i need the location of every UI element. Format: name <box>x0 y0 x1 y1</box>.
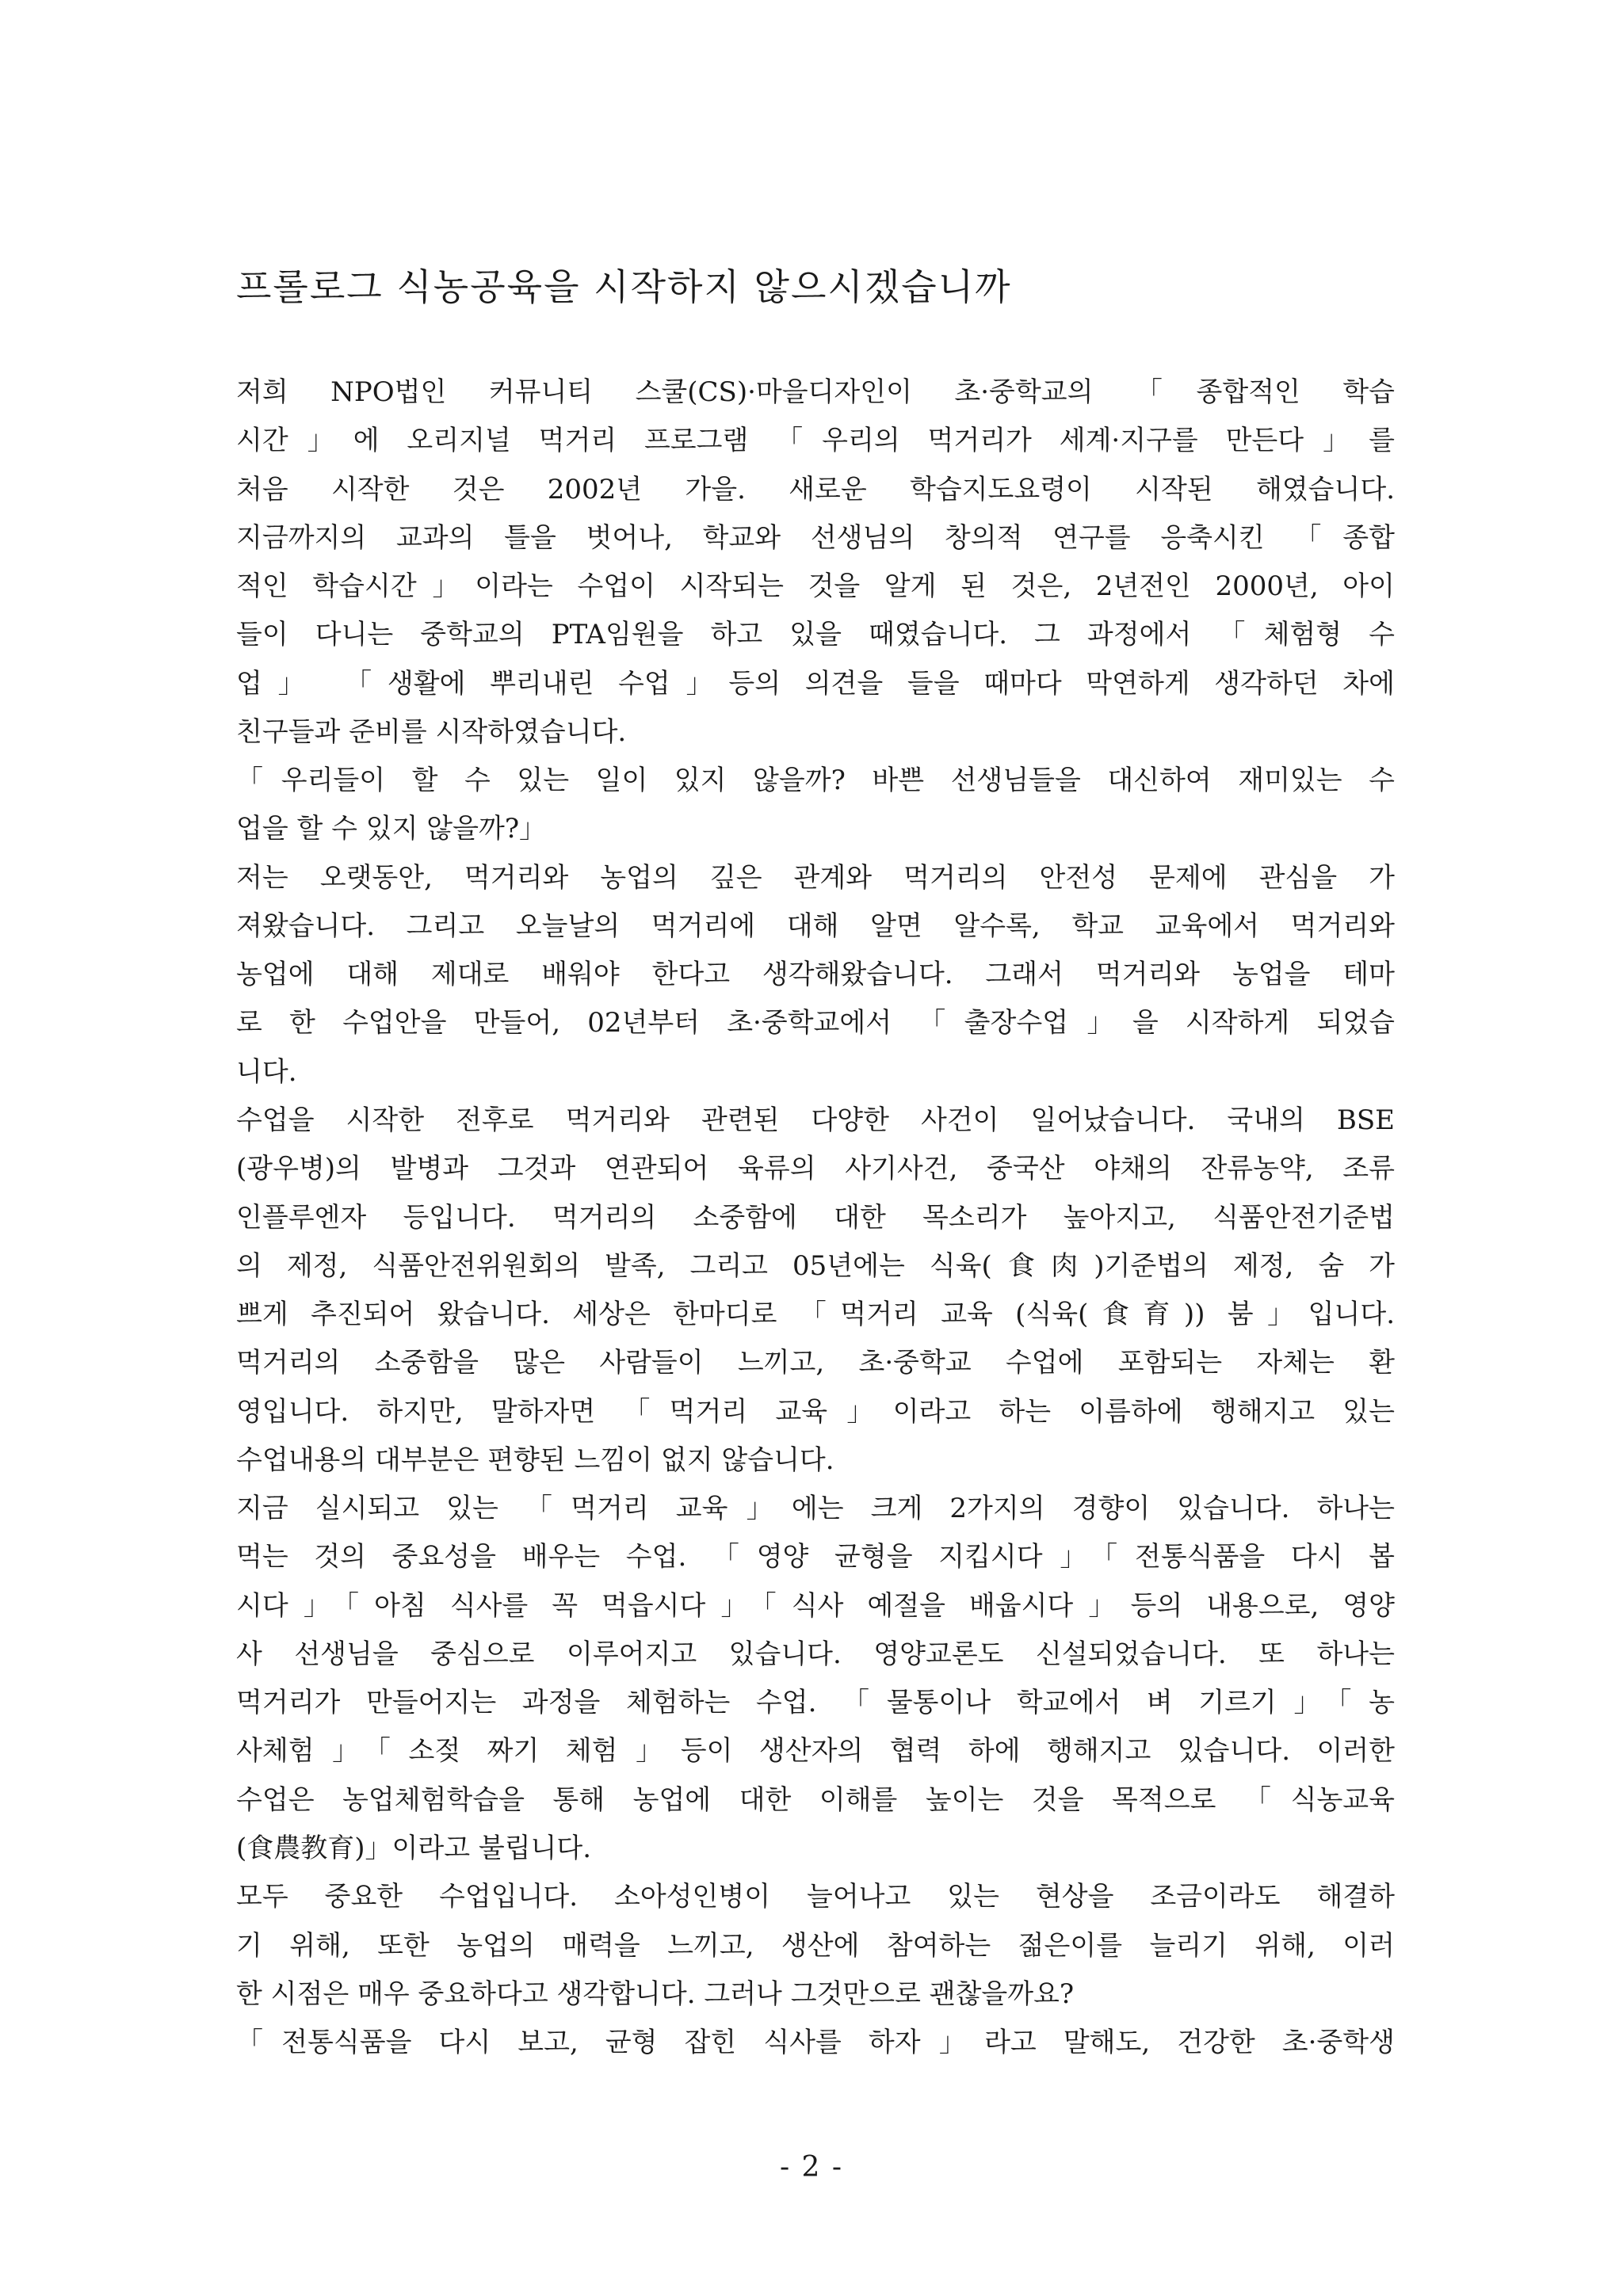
text-line: 지금 실시되고 있는 「먹거리 교육」에는 크게 2가지의 경향이 있습니다. 하나는 <box>236 1493 1395 1525</box>
text-line: 기 위해, 또한 농업의 매력을 느끼고, 생산에 참여하는 젊은이를 늘리기 위해, 이러 <box>236 1929 1395 1962</box>
text-line: 의 제정, 식품안전위원회의 발족, 그리고 05년에는 식육(食肉)기준법의 제정, 숨 가 <box>236 1249 1395 1282</box>
text-line: 들이 다니는 중학교의 PTA임원을 하고 있을 때였습니다. 그 과정에서 「체험형 수 <box>236 619 1395 651</box>
text-line: (食農教育)」이라고 불립니다. <box>236 1832 592 1864</box>
text-line: 업」 「생활에 뿌리내린 수업」등의 의견을 들을 때마다 막연하게 생각하던 차에 <box>236 667 1395 700</box>
text-line: 농업에 대해 제대로 배워야 한다고 생각해왔습니다. 그래서 먹거리와 농업을 테마 <box>236 959 1395 991</box>
text-line: 져왔습니다. 그리고 오늘날의 먹거리에 대해 알면 알수록, 학교 교육에서 먹거리와 <box>236 910 1395 942</box>
text-line: 「전통식품을 다시 보고, 균형 잡힌 식사를 하자」라고 말해도, 건강한 초·중학생 <box>236 2027 1395 2059</box>
text-line: 사 선생님을 중심으로 이루어지고 있습니다. 영양교론도 신설되었습니다. 또 하나는 <box>236 1638 1395 1670</box>
text-line: 처음 시작한 것은 2002년 가을. 새로운 학습지도요령이 시작된 해였습니다. <box>236 473 1395 505</box>
text-line: 한 시점은 매우 중요하다고 생각합니다. 그러나 그것만으로 괜찮을까요? <box>236 1978 1075 2010</box>
text-line: 모두 중요한 수업입니다. 소아성인병이 늘어나고 있는 현상을 조금이라도 해결하 <box>236 1881 1395 1913</box>
body-text <box>236 368 1395 2067</box>
text-line: 「우리들이 할 수 있는 일이 있지 않을까? 바쁜 선생님들을 대신하여 재미있는 수 <box>236 765 1395 797</box>
text-line: 업을 할 수 있지 않을까?」 <box>236 813 547 845</box>
text-line: 사체험」「소젖 짜기 체험」등이 생산자의 협력 하에 행해지고 있습니다. 이러한 <box>236 1735 1395 1768</box>
text-line: 로 한 수업안을 만들어, 02년부터 초·중학교에서 「출장수업」을 시작하게 되었습 <box>236 1007 1395 1039</box>
text-line: (광우병)의 발병과 그것과 연관되어 육류의 사기사건, 중국산 야채의 잔류농약, 조류 <box>236 1153 1395 1185</box>
page-number: - 2 - <box>779 2151 844 2183</box>
text-line: 시다」「아침 식사를 꼭 먹읍시다」「식사 예절을 배웁시다」등의 내용으로, 영양 <box>236 1589 1395 1622</box>
text-line: 저희 NPO법인 커뮤니티 스쿨(CS)·마을디자인이 초·중학교의 「종합적인 학습 <box>236 376 1395 408</box>
text-line: 영입니다. 하지만, 말하자면 「먹거리 교육」이라고 하는 이름하에 행해지고 있는 <box>236 1395 1395 1428</box>
text-line: 적인 학습시간」이라는 수업이 시작되는 것을 알게 된 것은, 2년전인 2000년, 아이 <box>236 570 1395 603</box>
text-line: 수업을 시작한 전후로 먹거리와 관련된 다양한 사건이 일어났습니다. 국내의 BSE <box>236 1104 1395 1136</box>
text-line: 먹거리가 만들어지는 과정을 체험하는 수업. 「물통이나 학교에서 벼 기르기」「농 <box>236 1687 1395 1719</box>
text-line: 시간」에 오리지널 먹거리 프로그램 「우리의 먹거리가 세계·지구를 만든다」를 <box>236 425 1395 457</box>
text-line: 먹는 것의 중요성을 배우는 수업. 「영양 균형을 지킵시다」「전통식품을 다시 봅 <box>236 1541 1395 1573</box>
text-line: 먹거리의 소중함을 많은 사람들이 느끼고, 초·중학교 수업에 포함되는 자체는 환 <box>236 1347 1395 1379</box>
text-line: 쁘게 추진되어 왔습니다. 세상은 한마디로 「먹거리 교육 (식육(食育)) 붐」입니다. <box>236 1299 1395 1331</box>
text-line: 친구들과 준비를 시작하였습니다. <box>236 715 627 748</box>
text-line: 수업내용의 대부분은 편향된 느낌이 없지 않습니다. <box>236 1444 834 1476</box>
text-line: 수업은 농업체험학습을 통해 농업에 대한 이해를 높이는 것을 목적으로 「식농교육 <box>236 1783 1395 1816</box>
page-title: 프롤로그 식농공육을 시작하지 않으시겠습니까 <box>236 265 1012 308</box>
text-line: 저는 오랫동안, 먹거리와 농업의 깊은 관계와 먹거리의 안전성 문제에 관심을 가 <box>236 861 1395 894</box>
text-line: 지금까지의 교과의 틀을 벗어나, 학교와 선생님의 창의적 연구를 응축시킨 「종합 <box>236 521 1395 554</box>
text-line: 인플루엔자 등입니다. 먹거리의 소중함에 대한 목소리가 높아지고, 식품안전기준법 <box>236 1201 1395 1234</box>
text-line: 니다. <box>236 1055 297 1088</box>
